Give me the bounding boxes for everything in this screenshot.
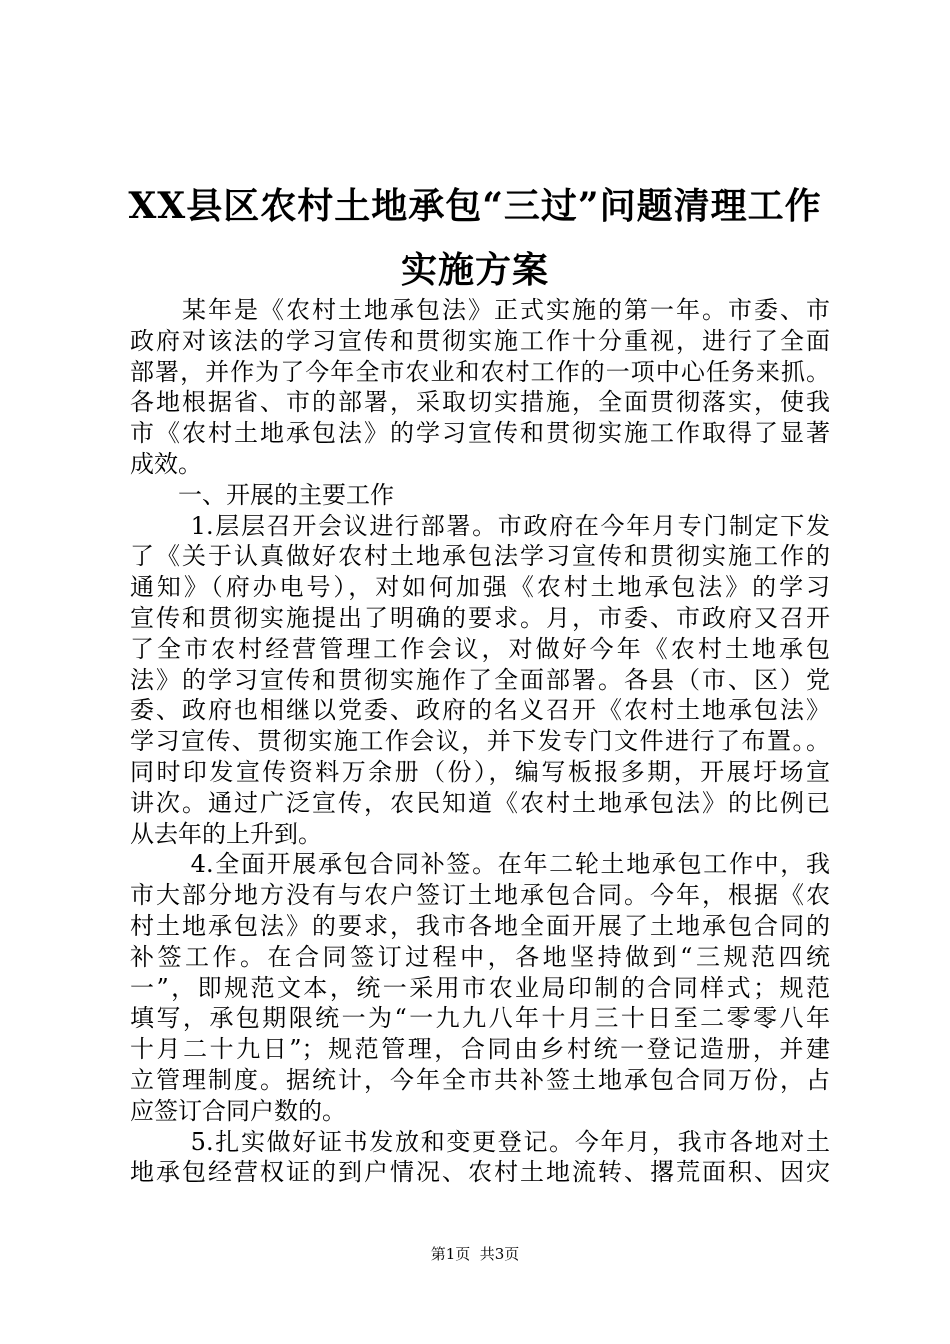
body-text-line: 填写，承包期限统一为“一九九八年十月三十日至二零零八年: [130, 1004, 830, 1032]
page-footer: 第1页 共3页: [430, 1245, 520, 1263]
body-text-line: 市大部分地方没有与农户签订土地承包合同。今年，根据《农: [130, 881, 830, 909]
body-text-line: 政府对该法的学习宣传和贯彻实施工作十分重视，进行了全面: [130, 327, 830, 355]
body-text-line: 各地根据省、市的部署，采取切实措施，全面贯彻落实，使我: [130, 388, 830, 416]
body-text-line: 4.全面开展承包合同补签。在年二轮土地承包工作中，我: [130, 850, 830, 878]
body-text-line: 宣传和贯彻实施提出了明确的要求。月，市委、市政府又召开: [130, 604, 830, 632]
body-text-line: 讲次。通过广泛宣传，农民知道《农村土地承包法》的比例已: [130, 789, 830, 817]
body-text-line: 了《关于认真做好农村土地承包法学习宣传和贯彻实施工作的: [130, 542, 830, 570]
body-text-line: 1.层层召开会议进行部署。市政府在今年月专门制定下发: [130, 512, 830, 540]
body-text-line: 一”，即规范文本，统一采用市农业局印制的合同样式；规范: [130, 974, 830, 1002]
body-text-line: 应签订合同户数的。: [130, 1097, 346, 1125]
body-text-line: 村土地承包法》的要求，我市各地全面开展了土地承包合同的: [130, 912, 830, 940]
body-text-line: 部署，并作为了今年全市农业和农村工作的一项中心任务来抓。: [130, 358, 830, 386]
body-text-line: 5.扎实做好证书发放和变更登记。今年月，我市各地对土: [130, 1128, 830, 1156]
body-text-line: 法》的学习宣传和贯彻实施作了全面部署。各县（市、区）党: [130, 666, 830, 694]
body-text-line: 从去年的上升到。: [130, 820, 322, 848]
body-text-line: 委、政府也相继以党委、政府的名义召开《农村土地承包法》: [130, 696, 830, 724]
body-text-line: 了全市农村经营管理工作会议，对做好今年《农村土地承包: [130, 635, 830, 663]
body-text-line: 一、开展的主要工作: [130, 481, 394, 509]
body-text-line: 地承包经营权证的到户情况、农村土地流转、撂荒面积、因灾: [130, 1158, 830, 1186]
body-text-line: 立管理制度。据统计，今年全市共补签土地承包合同万份，占: [130, 1066, 830, 1094]
body-text-line: 市《农村土地承包法》的学习宣传和贯彻实施工作取得了显著: [130, 419, 830, 447]
body-text-line: 成效。: [130, 450, 202, 478]
document-title-line-1: XX县区农村土地承包“三过”问题清理工作: [128, 185, 822, 227]
body-text-line: 十月二十九日”；规范管理，合同由乡村统一登记造册，并建: [130, 1035, 830, 1063]
body-text-line: 通知》（府办电号），对如何加强《农村土地承包法》的学习: [130, 573, 830, 601]
body-text-line: 某年是《农村土地承包法》正式实施的第一年。市委、市: [130, 296, 830, 324]
body-text-line: 同时印发宣传资料万余册（份），编写板报多期，开展圩场宣: [130, 758, 830, 786]
body-text-line: 补签工作。在合同签订过程中，各地坚持做到“三规范四统: [130, 943, 830, 971]
document-title-line-2: 实施方案: [400, 249, 549, 291]
body-text-line: 学习宣传、贯彻实施工作会议，并下发专门文件进行了布置。。: [130, 727, 830, 755]
